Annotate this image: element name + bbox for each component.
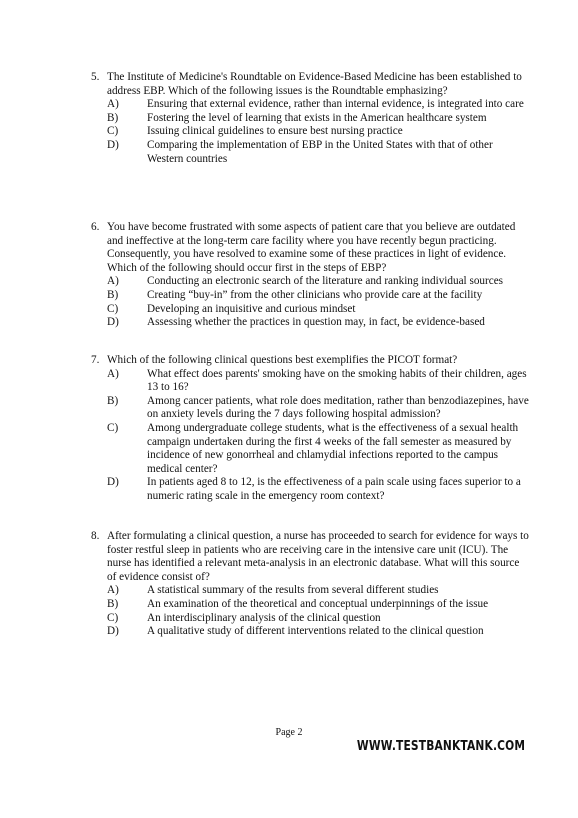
option-letter: D) [107, 476, 119, 489]
question-stem [91, 530, 531, 584]
answer-options [91, 584, 531, 638]
option-text: An interdisciplinary analysis of the clinical question [147, 611, 381, 624]
question-5 [91, 71, 531, 166]
question-text: The Institute of Medicine's Roundtable on Evidence-Based Medicine has been established to address EBP. Which of the following issues is the Roundtable emphasizing? [107, 71, 522, 97]
option-letter: B) [107, 597, 119, 610]
option-letter: A) [107, 98, 119, 111]
option-text: Assessing whether the practices in question may, in fact, be evidence-based [147, 316, 485, 329]
option-letter: B) [107, 111, 119, 124]
question-number: 7. [91, 354, 100, 366]
option-text: Among undergraduate college students, what is the effectiveness of a sexual health campaign undertaken during the first 4 weeks of the fall semester as measured by incidence of new gonorrheal and chlamydial infections reported to the campus medical center? [147, 421, 519, 475]
option-letter: C) [107, 302, 119, 315]
option-text: Conducting an electronic search of the literature and ranking individual sources [147, 275, 504, 288]
answer-option-b [107, 598, 531, 612]
option-letter: A) [107, 275, 119, 288]
answer-options [91, 368, 531, 504]
option-text: What effect does parents' smoking have on the smoking habits of their children, ages 13 to 16? [147, 367, 527, 394]
answer-option-d [107, 625, 531, 639]
option-letter: A) [107, 584, 119, 597]
question-stem [91, 221, 531, 275]
option-letter: A) [107, 367, 119, 380]
question-number: 6. [91, 221, 100, 233]
answer-options [91, 98, 531, 166]
question-7 [91, 354, 531, 504]
question-stem [91, 354, 531, 368]
option-letter: D) [107, 316, 119, 329]
answer-option-c [107, 612, 531, 626]
answer-option-a [107, 98, 531, 112]
answer-option-a [107, 275, 531, 289]
option-letter: B) [107, 394, 119, 407]
question-number: 5. [91, 71, 100, 83]
question-6 [91, 221, 531, 330]
option-text: Among cancer patients, what role does meditation, rather than benzodiazepines, have on anxiety levels during the 7 days following hospital admission? [147, 394, 529, 421]
question-number: 8. [91, 530, 100, 542]
answer-option-c [107, 422, 531, 476]
option-text: Issuing clinical guidelines to ensure best nursing practice [147, 125, 403, 138]
answer-option-a [107, 368, 531, 395]
option-letter: C) [107, 421, 119, 434]
question-text: After formulating a clinical question, a nurse has proceeded to search for evidence for ways to foster restful sleep in patients who are receiving care in the intensive care unit (ICU). The nurse has identified a relevant meta-analysis in an electronic database. What will this source of evidence consist of? [107, 530, 529, 583]
option-text: A statistical summary of the results from several different studies [147, 584, 439, 597]
answer-option-d [107, 476, 531, 503]
option-letter: C) [107, 611, 119, 624]
option-letter: D) [107, 625, 119, 638]
answer-option-c [107, 125, 531, 139]
answer-options [91, 275, 531, 329]
answer-option-b [107, 289, 531, 303]
answer-option-a [107, 584, 531, 598]
option-text: An examination of the theoretical and conceptual underpinnings of the issue [147, 597, 489, 610]
answer-option-b [107, 395, 531, 422]
option-text: In patients aged 8 to 12, is the effectiveness of a pain scale using faces superior to a numeric rating scale in the emergency room context? [147, 476, 521, 502]
option-letter: B) [107, 288, 119, 301]
option-text: Ensuring that external evidence, rather than internal evidence, is integrated into care [147, 98, 524, 111]
watermark: WWW.TESTBANKTANK.COM [356, 739, 525, 754]
answer-option-d [107, 139, 531, 166]
option-letter: D) [107, 138, 119, 151]
question-stem [91, 71, 531, 98]
question-text: Which of the following clinical questions best exemplifies the PICOT format? [107, 354, 458, 366]
option-text: Developing an inquisitive and curious mindset [147, 302, 356, 315]
question-8 [91, 530, 531, 639]
option-text: A qualitative study of different interventions related to the clinical question [147, 625, 484, 638]
page-number: Page 2 [275, 727, 303, 738]
answer-option-d [107, 316, 531, 330]
option-letter: C) [107, 125, 119, 138]
option-text: Fostering the level of learning that exists in the American healthcare system [147, 111, 487, 124]
question-text: You have become frustrated with some aspects of patient care that you believe are outdated and ineffective at the long-term care facility where you have recently begun practicing. Consequently, you have resolved to examine some of these practices in light of evidence. Which of the following should occur first in the steps of EBP? [107, 221, 516, 274]
option-text: Creating “buy-in” from the other clinicians who provide care at the facility [147, 288, 483, 301]
answer-option-b [107, 112, 531, 126]
option-text: Comparing the implementation of EBP in the United States with that of other Western countries [147, 138, 493, 165]
answer-option-c [107, 303, 531, 317]
